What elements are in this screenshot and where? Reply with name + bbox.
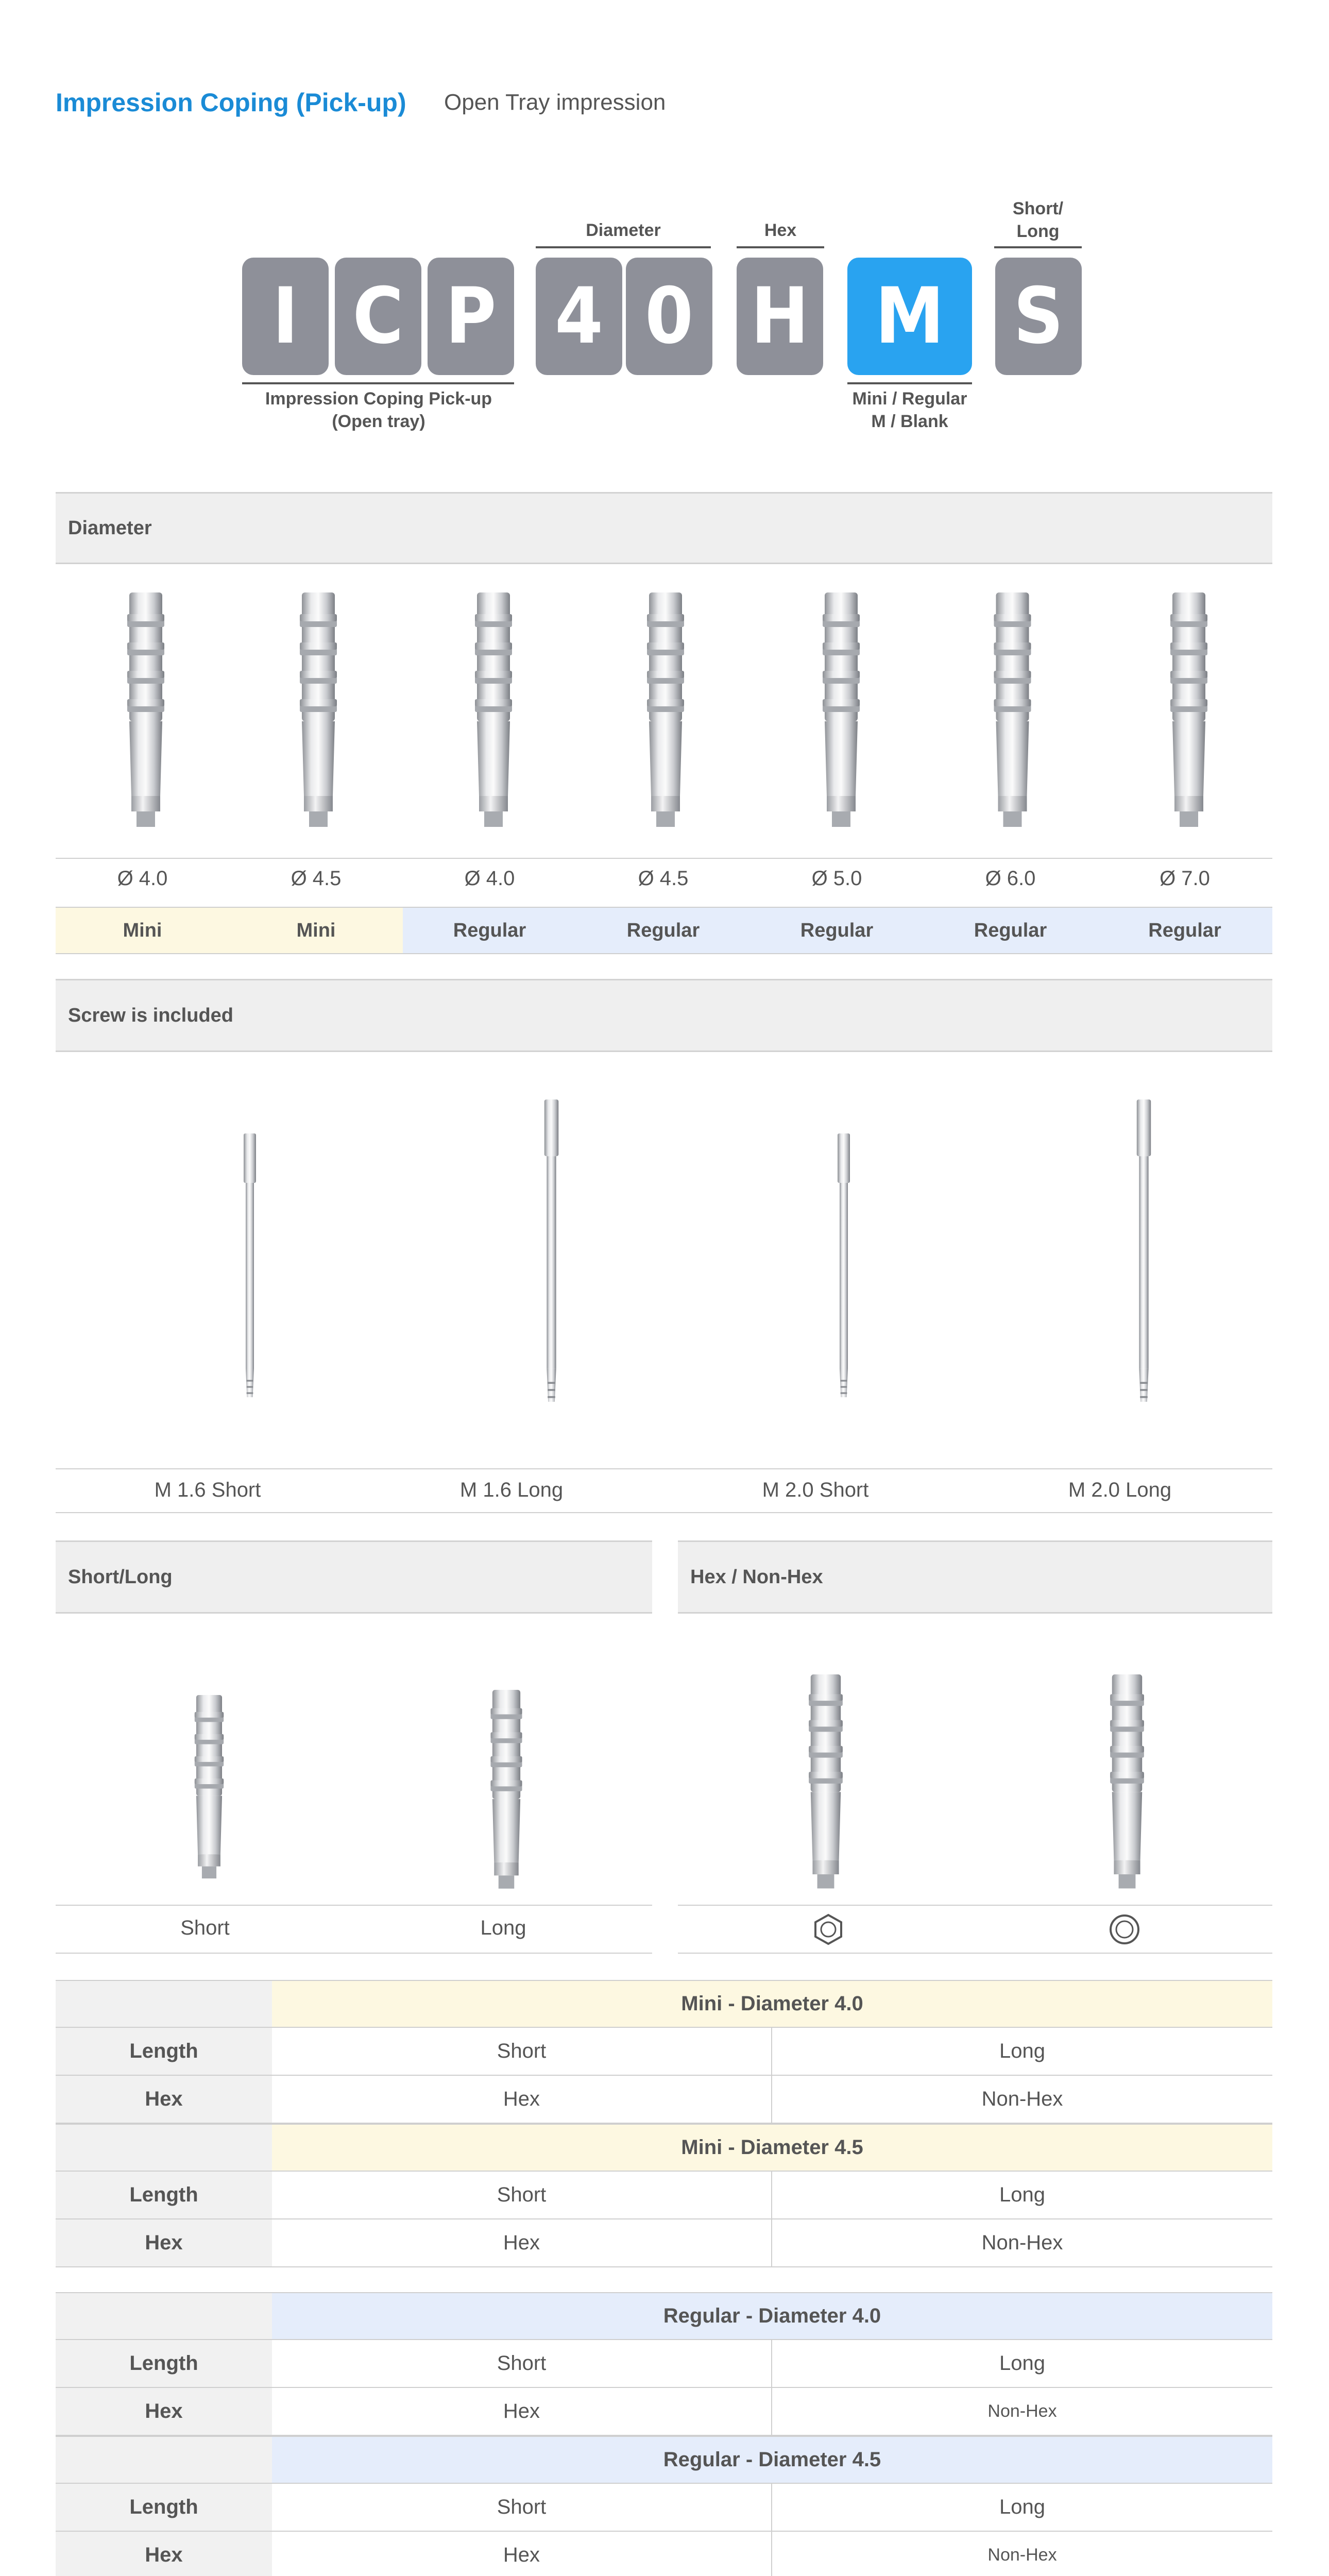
spec-length-long: Long (772, 2172, 1272, 2219)
code-box-h: H (737, 258, 823, 375)
code-box-0: 0 (626, 258, 712, 375)
hex-section-header: Hex / Non-Hex (678, 1540, 1272, 1614)
screw-label: M 2.0 Long (1068, 1479, 1172, 1501)
spec-hex-nonhex: Non-Hex (772, 2076, 1272, 2124)
spec-length-short: Short (272, 2484, 772, 2532)
code-label-short-long-2: Long (1016, 222, 1060, 241)
screw-label: M 1.6 Long (459, 1479, 564, 1501)
code-box-p: P (428, 258, 514, 375)
code-label-hex: Hex (764, 221, 797, 240)
code-box-c: C (335, 258, 421, 375)
screws-image (56, 1082, 1272, 1443)
screw-section-header: Screw is included (56, 979, 1272, 1052)
diameter-size: Ø 4.0 (117, 867, 168, 890)
code-label-m-1: Mini / Regular (852, 389, 967, 409)
short-label: Short (180, 1917, 230, 1939)
spec-length-label: Length (56, 2172, 272, 2219)
code-box-m: M (847, 258, 972, 375)
spec-hex-label: Hex (56, 2388, 272, 2436)
code-label-icp-1: Impression Coping Pick-up (265, 389, 492, 409)
spec-group-label-blank (56, 1980, 272, 2028)
code-box-s: S (995, 258, 1082, 375)
spec-group-label-blank (56, 2436, 272, 2484)
spec-length-long: Long (772, 2340, 1272, 2388)
screw-label: M 2.0 Short (762, 1479, 869, 1501)
diameter-type-regular: Regular (1097, 907, 1272, 954)
diameter-size: Ø 4.0 (464, 867, 515, 890)
diameter-type-mini: Mini (56, 907, 229, 954)
diameter-section-header: Diameter (56, 492, 1272, 564)
diameter-type-regular: Regular (576, 907, 750, 954)
code-label-diameter: Diameter (586, 221, 661, 240)
spec-hex-nonhex: Non-Hex (772, 2388, 1272, 2436)
spec-length-short: Short (272, 2028, 772, 2076)
spec-hex-label: Hex (56, 2219, 272, 2267)
spec-hex-hex: Hex (272, 2076, 772, 2124)
diameter-type-mini: Mini (229, 907, 403, 954)
page-subtitle: Open Tray impression (444, 90, 666, 115)
diameter-type-regular: Regular (750, 907, 924, 954)
spec-hex-hex: Hex (272, 2532, 772, 2576)
screw-label: M 1.6 Short (154, 1479, 261, 1501)
diameter-size: Ø 7.0 (1160, 867, 1210, 890)
hexagon-icon (811, 1912, 845, 1946)
short-long-section-header: Short/Long (56, 1540, 652, 1614)
code-label-icp-2: (Open tray) (332, 412, 425, 431)
spec-length-long: Long (772, 2028, 1272, 2076)
code-label-short-long-1: Short/ (1012, 199, 1064, 218)
diameter-type-regular: Regular (403, 907, 576, 954)
spec-length-label: Length (56, 2340, 272, 2388)
code-box-4: 4 (536, 258, 622, 375)
short-long-hex-image (56, 1674, 1272, 1891)
spec-group-title: Regular - Diameter 4.0 (272, 2292, 1272, 2340)
spec-hex-hex: Hex (272, 2219, 772, 2267)
code-box-i: I (242, 258, 329, 375)
spec-hex-label: Hex (56, 2532, 272, 2576)
circle-icon (1108, 1912, 1141, 1946)
page-title: Impression Coping (Pick-up) (56, 88, 406, 117)
diameter-size: Ø 4.5 (638, 867, 689, 890)
spec-length-label: Length (56, 2484, 272, 2532)
spec-group-label-blank (56, 2124, 272, 2172)
spec-group-title: Regular - Diameter 4.5 (272, 2436, 1272, 2484)
spec-length-label: Length (56, 2028, 272, 2076)
diameter-size: Ø 5.0 (811, 867, 862, 890)
spec-hex-nonhex: Non-Hex (772, 2219, 1272, 2267)
code-label-m-2: M / Blank (871, 412, 948, 431)
diameter-size: Ø 4.5 (291, 867, 342, 890)
spec-length-long: Long (772, 2484, 1272, 2532)
spec-hex-nonhex: Non-Hex (772, 2532, 1272, 2576)
long-label: Long (480, 1917, 526, 1939)
diameter-copings-image (56, 587, 1272, 835)
diameter-size: Ø 6.0 (985, 867, 1036, 890)
spec-group-title: Mini - Diameter 4.5 (272, 2124, 1272, 2172)
spec-hex-label: Hex (56, 2076, 272, 2124)
spec-group-label-blank (56, 2292, 272, 2340)
diameter-type-regular: Regular (924, 907, 1097, 954)
spec-length-short: Short (272, 2172, 772, 2219)
spec-hex-hex: Hex (272, 2388, 772, 2436)
spec-length-short: Short (272, 2340, 772, 2388)
spec-group-title: Mini - Diameter 4.0 (272, 1980, 1272, 2028)
